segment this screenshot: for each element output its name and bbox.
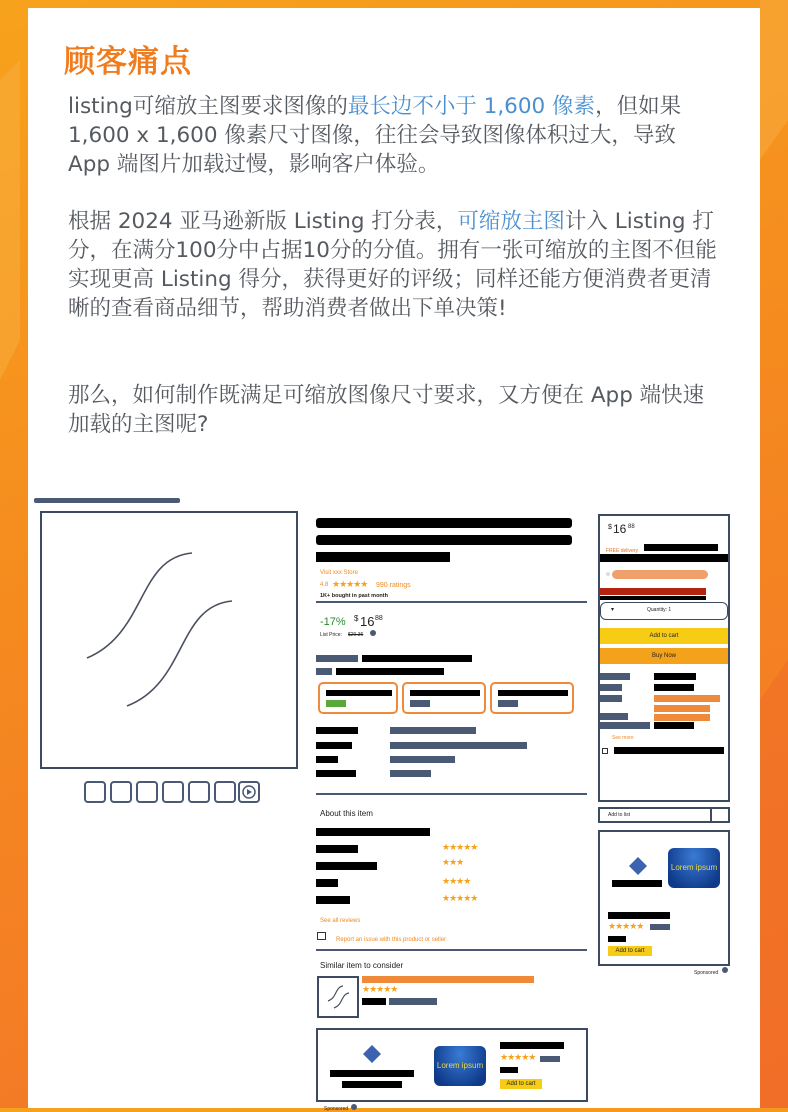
review-stars: ★★★★★ [442, 893, 478, 903]
buybox-price-symbol: $ [608, 524, 612, 531]
review-stars: ★★★ [442, 857, 464, 867]
p2-text-b: 计入 Listing 打分，在满分100分中占据10分的分值。拥有一张可缩放的主图不但能实现更高 Listing 得分，获得更好的评级；同样还能方便消费者更清晰的查看商品细节，帮助消费者做出下单决策! [68, 209, 717, 321]
p1-highlight: 最长边不小于 1,600 像素 [347, 94, 596, 119]
product-can-image: Lorem ipsum [668, 848, 720, 888]
info-icon [722, 967, 728, 973]
play-icon [240, 783, 258, 801]
sponsored-label: Sponsored [324, 1106, 349, 1112]
report-issue-link[interactable]: Report an issue with this product or seller [336, 937, 447, 943]
spec-label [316, 756, 338, 763]
product-curve-image [42, 513, 296, 767]
add-to-list-button[interactable] [598, 807, 730, 823]
buybox-price: 16 [613, 522, 627, 536]
spec-value [390, 756, 455, 763]
p2-text-a: 根据 2024 亚马逊新版 Listing 打分表， [68, 209, 458, 234]
info-icon [351, 1104, 357, 1110]
ad-stars: ★★★★★ [500, 1052, 536, 1062]
product-title-line [316, 518, 572, 528]
list-price-label: List Price: [320, 632, 342, 638]
buy-box [598, 514, 730, 802]
divider [316, 949, 587, 951]
spec-label [316, 770, 356, 777]
option-label [316, 655, 358, 662]
similar-title[interactable] [362, 976, 534, 983]
thumbnail[interactable] [188, 781, 210, 803]
review-label [316, 879, 338, 887]
discount: -17% [320, 616, 346, 628]
add-to-cart-button[interactable]: Add to cart [600, 628, 728, 644]
buybox-cents: 88 [628, 524, 635, 530]
variant-option[interactable] [402, 682, 486, 714]
spec-label [316, 727, 358, 734]
price-main: 16 [360, 614, 375, 629]
similar-thumb[interactable] [317, 976, 359, 1018]
thumbnail[interactable] [84, 781, 106, 803]
thumbnail[interactable] [214, 781, 236, 803]
p1-text-b: ，但如果1,600 x 1,600 像素尺寸图像，往往会导致图像体积过大，导致 App 端图片加载过慢，影响客户体验。 [68, 94, 682, 177]
buy-now-button[interactable]: Buy Now [600, 648, 728, 664]
thumbnail[interactable] [110, 781, 132, 803]
rating-stars[interactable]: ★★★★★ [332, 579, 368, 589]
see-more-link[interactable]: See more [612, 735, 634, 741]
diamond-icon [362, 1044, 382, 1064]
list-price-value: $20.36 [348, 632, 364, 638]
see-all-reviews-link[interactable]: See all reviews [320, 918, 361, 924]
thumbnail[interactable] [162, 781, 184, 803]
similar-meta [389, 998, 437, 1005]
p2-highlight: 可缩放主图 [457, 209, 565, 234]
listing-mockup [28, 486, 760, 1112]
visit-store-link[interactable]: Visit xxx Store [320, 570, 358, 576]
paragraph-listing-score [68, 207, 718, 323]
similar-stars: ★★★★★ [362, 984, 398, 994]
paragraph-pain-point [68, 92, 718, 179]
video-thumbnail[interactable] [238, 781, 260, 803]
review-stars: ★★★★★ [442, 842, 478, 852]
main-image[interactable] [40, 511, 298, 769]
review-stars: ★★★★ [442, 876, 471, 886]
content-card [28, 8, 760, 1112]
spec-label [316, 742, 352, 749]
similar-heading: Similar item to consider [320, 961, 404, 970]
option-label [316, 668, 332, 675]
price-cents: 88 [375, 615, 383, 622]
gift-checkbox[interactable] [602, 748, 608, 754]
sponsored-label: Sponsored [694, 970, 719, 976]
thumbnail[interactable] [136, 781, 158, 803]
option-value [362, 655, 472, 662]
divider [316, 601, 587, 603]
product-can-image: Lorem ipsum [434, 1046, 486, 1086]
spec-value [390, 770, 431, 777]
review-label [316, 896, 350, 904]
divider [316, 793, 587, 795]
rating-value: 4.8 [320, 582, 329, 588]
quantity-select[interactable]: ▾ Quantity: 1 [600, 602, 728, 620]
sponsored-ad[interactable] [316, 1028, 588, 1102]
option-value [336, 668, 444, 675]
sponsored-side-ad[interactable] [598, 830, 730, 966]
side-ad-stars: ★★★★★ [608, 921, 644, 931]
paragraph-question: 那么，如何制作既满足可缩放图像尺寸要求，又方便在 App 端快速加载的主图呢? [68, 383, 705, 437]
side-ad-add-to-cart-button[interactable]: Add to cart [608, 946, 652, 956]
rating-count[interactable]: 990 ratings [376, 582, 411, 589]
ad-add-to-cart-button[interactable]: Add to cart [500, 1079, 542, 1089]
spec-value [390, 742, 527, 749]
variant-option[interactable] [318, 682, 398, 714]
page-title: 顾客痛点 [64, 44, 192, 80]
info-icon[interactable] [370, 630, 376, 636]
variant-option[interactable] [490, 682, 574, 714]
spec-value [390, 727, 476, 734]
report-icon [317, 932, 326, 940]
bought-count: 1K+ bought in past month [320, 593, 388, 599]
add-to-list-label: Add to list [608, 812, 630, 818]
p1-text-a: listing可缩放主图要求图像的 [68, 94, 348, 119]
diamond-icon [628, 856, 648, 876]
review-label [316, 845, 358, 853]
free-delivery: FREE delivery [606, 548, 638, 554]
similar-price [362, 998, 386, 1005]
product-title-line [316, 552, 450, 562]
breadcrumb [34, 498, 180, 503]
about-bullet [316, 828, 430, 836]
product-curve-image [319, 978, 357, 1016]
price-symbol: $ [354, 614, 359, 623]
product-title-line [316, 535, 572, 545]
about-heading: About this item [320, 809, 373, 818]
review-label [316, 862, 377, 870]
quantity-label: Quantity: 1 [647, 607, 672, 613]
